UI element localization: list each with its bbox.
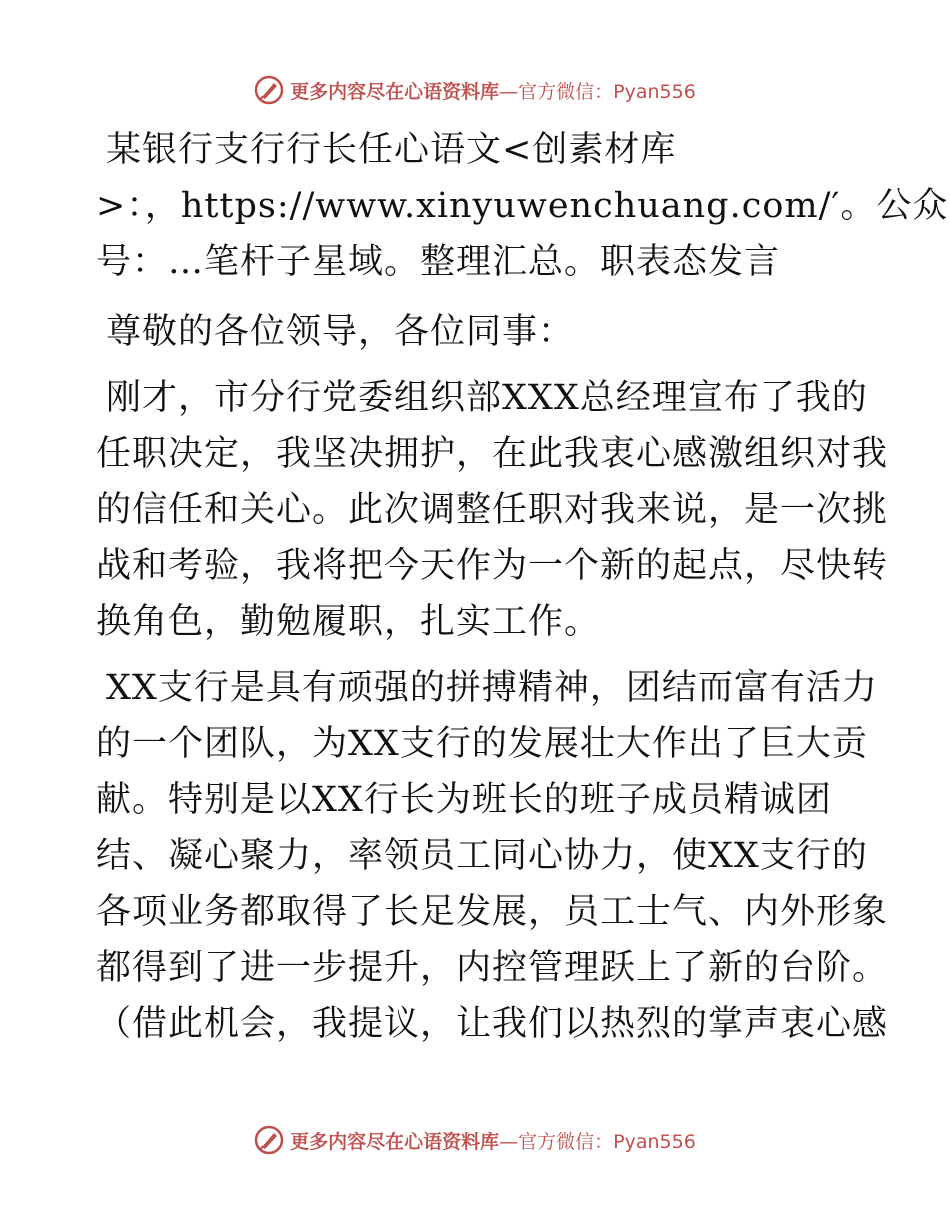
- paragraph-2: [96, 660, 889, 1052]
- paragraph-line: 各项业务都取得了长足发展，员工士气、内外形象: [96, 892, 889, 932]
- paragraph-line: 刚才，市分行党委组织部XXX总经理宣布了我的: [106, 378, 868, 418]
- document-body: [96, 122, 949, 1052]
- quill-pen-logo-icon: [254, 75, 284, 105]
- footer-banner: [0, 1120, 950, 1160]
- title-line: >：，https://www.xinyuwenchuang.com/′。公众: [96, 186, 949, 226]
- paragraph-line: 任职决定，我坚决拥护，在此我衷心感激组织对我: [96, 434, 889, 474]
- paragraph-line: 的信任和关心。此次调整任职对我来说，是一次挑: [96, 490, 889, 530]
- paragraph-line: （借此机会，我提议，让我们以热烈的掌声衷心感: [96, 1004, 889, 1044]
- title-line: 某银行支行行长任心语文<创素材库: [106, 130, 677, 170]
- paragraph-line: 战和考验，我将把今天作为一个新的起点，尽快转: [96, 546, 889, 586]
- document-title: [96, 122, 949, 290]
- header-banner: [0, 70, 950, 110]
- header-contact-text: 官方微信：Pyan556: [518, 80, 696, 103]
- header-site-text: 更多内容尽在心语资料库: [290, 80, 500, 103]
- paragraph-line: 献。特别是以XX行长为班长的班子成员精诚团: [96, 780, 832, 820]
- paragraph-line: 都得到了进一步提升，内控管理跃上了新的台阶。: [96, 948, 889, 988]
- header-banner-text: [290, 77, 696, 104]
- paragraph-1: [96, 370, 889, 650]
- paragraph-line: 结、凝心聚力，率领员工同心协力，使XX支行的: [96, 836, 868, 876]
- title-line: 号：…笔杆子星域。整理汇总。职表态发言: [96, 242, 781, 282]
- footer-banner-text: [290, 1127, 696, 1154]
- footer-site-text: 更多内容尽在心语资料库: [290, 1130, 500, 1153]
- paragraph-line: XX支行是具有顽强的拼搏精神，团结而富有活力: [106, 668, 878, 708]
- paragraph-line: 的一个团队，为XX支行的发展壮大作出了巨大贡: [96, 724, 868, 764]
- header-separator: —: [499, 80, 519, 103]
- salutation: 尊敬的各位领导，各位同事：: [106, 312, 575, 352]
- quill-pen-logo-icon: [254, 1125, 284, 1155]
- footer-separator: —: [499, 1130, 519, 1153]
- footer-contact-text: 官方微信：Pyan556: [518, 1130, 696, 1153]
- paragraph-line: 换角色，勤勉履职，扎实工作。: [96, 602, 601, 642]
